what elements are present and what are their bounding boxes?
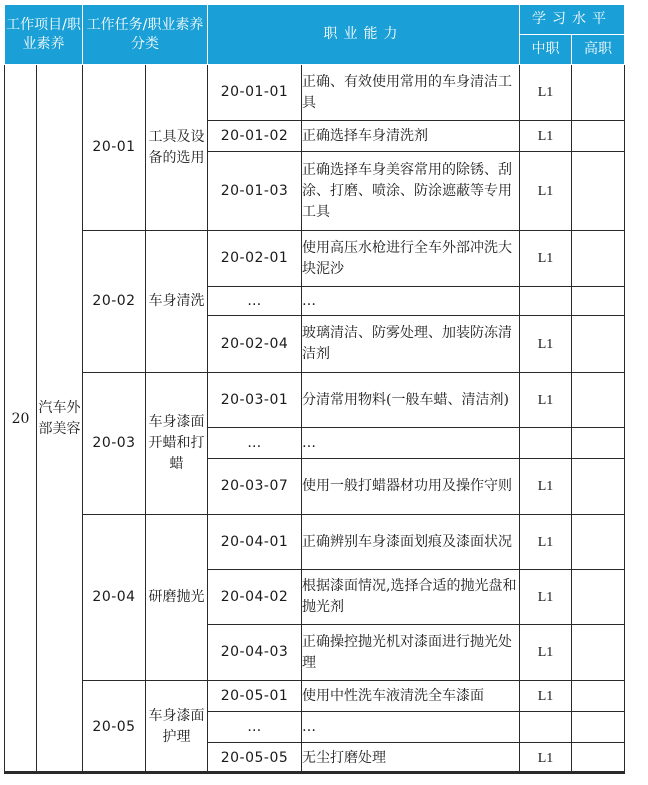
competency-description: 使用高压水枪进行全车外部冲洗大块泥沙 (302, 231, 520, 287)
task-code: 20-03 (83, 373, 146, 515)
level-gaozhi (572, 231, 625, 287)
level-gaozhi (572, 515, 625, 570)
table-body (5, 65, 625, 774)
competency-code: … (208, 287, 302, 316)
level-zhongzhi: L1 (520, 121, 572, 152)
bottom-rule (4, 771, 624, 773)
project-number: 20 (5, 65, 37, 774)
level-gaozhi (572, 287, 625, 316)
table-row (5, 515, 625, 570)
task-name: 工具及设备的选用 (146, 65, 208, 231)
task-code: 20-05 (83, 681, 146, 774)
level-zhongzhi (520, 287, 572, 316)
level-zhongzhi: L1 (520, 152, 572, 231)
level-gaozhi (572, 65, 625, 121)
competency-code: … (208, 428, 302, 459)
level-gaozhi (572, 570, 625, 625)
level-zhongzhi: L1 (520, 743, 572, 774)
header-level-zhongzhi: 中职 (520, 35, 572, 65)
competency-code: 20-01-02 (208, 121, 302, 152)
task-code: 20-04 (83, 515, 146, 681)
level-gaozhi (572, 459, 625, 515)
competency-description: 无尘打磨处理 (302, 743, 520, 774)
competency-description: … (302, 428, 520, 459)
table-row (5, 681, 625, 712)
competency-code: 20-03-07 (208, 459, 302, 515)
level-gaozhi (572, 152, 625, 231)
task-name: 车身清洗 (146, 231, 208, 373)
table-row (5, 231, 625, 287)
level-zhongzhi (520, 712, 572, 743)
level-gaozhi (572, 681, 625, 712)
competency-code: 20-02-01 (208, 231, 302, 287)
level-zhongzhi: L1 (520, 373, 572, 428)
level-zhongzhi: L1 (520, 515, 572, 570)
level-gaozhi (572, 625, 625, 681)
competency-description: 正确操控抛光机对漆面进行抛光处理 (302, 625, 520, 681)
competency-table (4, 4, 625, 774)
task-code: 20-01 (83, 65, 146, 231)
competency-description: 分清常用物料(一般车蜡、清洁剂) (302, 373, 520, 428)
competency-description: 正确、有效使用常用的车身清洁工具 (302, 65, 520, 121)
competency-code: 20-05-05 (208, 743, 302, 774)
level-zhongzhi: L1 (520, 231, 572, 287)
level-gaozhi (572, 743, 625, 774)
level-gaozhi (572, 121, 625, 152)
header-competency: 职业能力 (208, 5, 520, 65)
level-zhongzhi: L1 (520, 316, 572, 373)
task-code: 20-02 (83, 231, 146, 373)
level-gaozhi (572, 373, 625, 428)
project-name: 汽车外部美容 (37, 65, 83, 774)
competency-description: 使用一般打蜡器材功用及操作守则 (302, 459, 520, 515)
competency-code: … (208, 712, 302, 743)
header-level-gaozhi: 高职 (572, 35, 625, 65)
competency-description: 正确辨别车身漆面划痕及漆面状况 (302, 515, 520, 570)
competency-description: … (302, 712, 520, 743)
competency-code: 20-03-01 (208, 373, 302, 428)
competency-code: 20-04-02 (208, 570, 302, 625)
competency-description: 根据漆面情况,选择合适的抛光盘和抛光剂 (302, 570, 520, 625)
competency-description: 使用中性洗车液清洗全车漆面 (302, 681, 520, 712)
competency-code: 20-02-04 (208, 316, 302, 373)
competency-code: 20-05-01 (208, 681, 302, 712)
competency-code: 20-04-01 (208, 515, 302, 570)
header-level: 学习水平 (520, 5, 625, 35)
competency-code: 20-01-03 (208, 152, 302, 231)
competency-description: … (302, 287, 520, 316)
table-row (5, 373, 625, 428)
header-project: 工作项目/职业素养 (5, 5, 83, 65)
level-gaozhi (572, 428, 625, 459)
level-zhongzhi: L1 (520, 625, 572, 681)
task-name: 研磨抛光 (146, 515, 208, 681)
competency-description: 正确选择车身美容常用的除锈、刮涂、打磨、喷涂、防涂遮蔽等专用工具 (302, 152, 520, 231)
level-zhongzhi: L1 (520, 65, 572, 121)
header-task: 工作任务/职业素养分类 (83, 5, 208, 65)
level-zhongzhi: L1 (520, 459, 572, 515)
competency-code: 20-04-03 (208, 625, 302, 681)
task-name: 车身漆面开蜡和打蜡 (146, 373, 208, 515)
level-zhongzhi: L1 (520, 570, 572, 625)
table-row (5, 65, 625, 121)
level-gaozhi (572, 316, 625, 373)
level-zhongzhi: L1 (520, 681, 572, 712)
competency-description: 玻璃清洁、防雾处理、加装防冻清洁剂 (302, 316, 520, 373)
competency-description: 正确选择车身清洗剂 (302, 121, 520, 152)
competency-code: 20-01-01 (208, 65, 302, 121)
level-zhongzhi (520, 428, 572, 459)
level-gaozhi (572, 712, 625, 743)
task-name: 车身漆面护理 (146, 681, 208, 774)
